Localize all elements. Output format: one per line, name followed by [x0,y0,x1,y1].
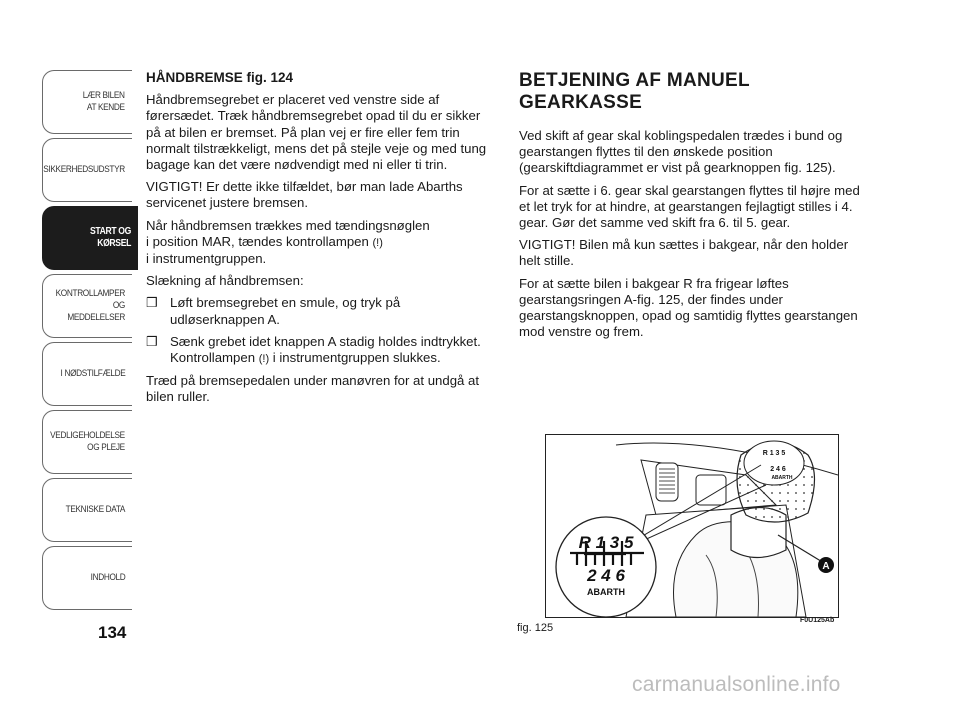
tab-indhold[interactable] [42,546,132,610]
tab-label: VEDLIGEHOLDELSE OG PLEJE [50,430,125,453]
gear-pattern-top: R 1 3 5 [578,533,634,552]
knob-gear-pattern-bottom: 2 4 6 [770,466,786,473]
brake-warning-icon: (!) [372,236,383,249]
knob-gear-pattern-top: R 1 3 5 [762,450,786,457]
section-heading: BETJENING AF MANUEL GEARKASSE [519,70,750,113]
text: Sænk grebet idet knappen A stadig holdes indtrykket. Kontrollampen [170,333,481,366]
paragraph: For at sætte i 6. gear skal gearstangen flyttes til højre med et let tryk for at hindre, at gearstangen fejlagtigt stilles i 4. gear. Gør det samme ved skift fra 6. til 5. gear. [519,182,860,231]
section-heading: HÅNDBREMSE fig. 124 [146,70,294,85]
tab-tekniske-data[interactable] [42,478,132,542]
paragraph: Slækning af håndbremsen: [146,273,304,289]
tab-label: START OG KØRSEL [89,226,131,249]
list-item-text: Løft bremsegrebet en smule, og tryk på udløserknappen A. [170,295,401,327]
checkbox-bullet-icon: ❒ [146,333,158,349]
paragraph: VIGTIGT! Bilen må kun sættes i bakgear, når den holder helt stille. [519,237,849,269]
knob-brand-label: ABARTH [771,475,793,481]
figure-caption: fig. 125 [517,622,554,634]
gearbox-section [519,70,869,346]
paragraph: VIGTIGT! Er dette ikke tilfældet, bør man lade Abarths servicenet justere bremsen. [146,179,463,211]
checkbox-bullet-icon: ❒ [146,295,158,311]
list-item [146,334,496,367]
text: i position MAR, tændes kontrollampen [146,233,369,249]
text: i instrumentgruppen. [146,251,267,267]
paragraph: Håndbremsegrebet er placeret ved venstre side af førersædet. Træk håndbremsegrebet opad til du er sikker på at bilen er bremset. På plan vej er fire eller fem trin normalt tilstrækkeligt, mens det på stejle veje og med tung bagage kan det være nødvendigt med ni eller ti trin. [146,92,487,173]
gear-knob-illustration [546,435,838,617]
text: i instrumentgruppen slukkes. [272,350,441,366]
tab-sikkerhedsudstyr[interactable] [42,138,132,202]
handbrake-section [146,70,496,412]
tab-kontrollamper[interactable] [42,274,132,338]
callout-a-label: A [822,561,830,572]
list-item [146,295,496,327]
brand-label: ABARTH [587,587,625,597]
tab-vedligeholdelse[interactable] [42,410,132,474]
chapter-tabs [42,70,132,614]
paragraph [146,218,496,268]
tab-label: TEKNISKE DATA [65,504,125,515]
figure-code: F0U125Ab [800,617,835,624]
gear-knob-figure [545,434,839,618]
tab-label: INDHOLD [90,572,125,583]
tab-label: I NØDSTILFÆLDE [60,368,125,379]
list-item-text [170,334,496,367]
paragraph: For at sætte bilen i bakgear R fra frigear løftes gearstangsringen A-fig. 125, der findes under gearstangsknoppen, opad og samtidig flyttes gearstangen mod venstre og frem. [519,275,858,340]
paragraph: Ved skift af gear skal koblingspedalen trædes i bund og gearstangen flyttes til den ønskede position (gearskiftdiagrammet er vist på gearknoppen fig. 125). [519,128,843,176]
gear-pattern-bottom: 2 4 6 [587,566,625,585]
tab-label: KONTROLLAMPER OG MEDDELELSER [55,288,125,323]
tab-i-nodstilfaelde[interactable] [42,342,132,406]
tab-start-og-korsel[interactable] [42,206,138,270]
text: Når håndbremsen trækkes med tændingsnøglen [146,217,430,233]
tab-label: LÆR BILEN AT KENDE [83,90,125,113]
tab-laer-bilen-at-kende[interactable] [42,70,132,134]
brake-warning-icon: (!) [258,353,270,366]
paragraph: Træd på bremsepedalen under manøvren for at undgå at bilen ruller. [146,373,480,405]
watermark: carmanualsonline.info [632,673,841,696]
page-number: 134 [98,623,127,642]
tab-label: SIKKERHEDSUDSTYR [43,164,125,175]
